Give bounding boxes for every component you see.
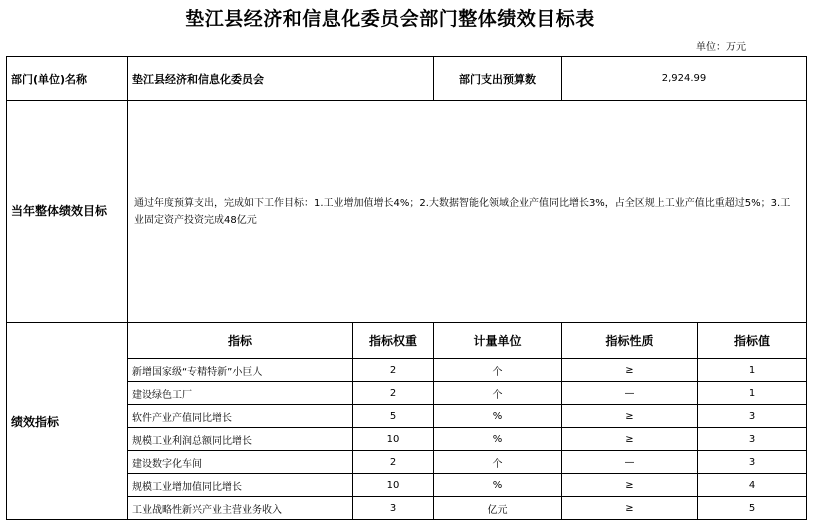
- row-nature: ≥: [562, 359, 698, 382]
- header-value: 指标值: [698, 323, 807, 359]
- row-value: 3: [698, 428, 807, 451]
- unit-label: 单位：万元: [696, 42, 746, 53]
- header-nature: 指标性质: [562, 323, 698, 359]
- page-title: 垫江县经济和信息化委员会部门整体绩效目标表: [185, 8, 595, 30]
- row-indicator: 新增国家级“专精特新”小巨人: [128, 359, 353, 382]
- row-value: 1: [698, 382, 807, 405]
- budget-value: 2,924.99: [562, 57, 807, 101]
- goal-text: 通过年度预算支出，完成如下工作目标：1.工业增加值增长4%；2.大数据智能化领域企业产值同比增长3%，占全区规上工业产值比重超过5%；3.工业固定资产投资完成48亿元: [128, 101, 807, 323]
- header-unit: 计量单位: [434, 323, 562, 359]
- row-value: 1: [698, 359, 807, 382]
- row-indicator: 软件产业产值同比增长: [128, 405, 353, 428]
- row-indicator: 建设绿色工厂: [128, 382, 353, 405]
- row-weight: 2: [353, 359, 434, 382]
- row-weight: 2: [353, 382, 434, 405]
- goal-row: [7, 101, 807, 323]
- row-nature: ≥: [562, 474, 698, 497]
- row-nature: ≥: [562, 497, 698, 520]
- perf-label: 绩效指标: [7, 323, 128, 520]
- row-weight: 2: [353, 451, 434, 474]
- row-value: 3: [698, 451, 807, 474]
- row-indicator: 规模工业利润总额同比增长: [128, 428, 353, 451]
- row-weight: 10: [353, 474, 434, 497]
- row-value: 4: [698, 474, 807, 497]
- row-unit: %: [434, 474, 562, 497]
- dept-row: [7, 57, 807, 101]
- row-unit: 个: [434, 359, 562, 382]
- row-weight: 10: [353, 428, 434, 451]
- dept-label: 部门(单位)名称: [7, 57, 128, 101]
- row-nature: —: [562, 382, 698, 405]
- row-value: 3: [698, 405, 807, 428]
- row-unit: %: [434, 428, 562, 451]
- row-indicator: 工业战略性新兴产业主营业务收入: [128, 497, 353, 520]
- header-weight: 指标权重: [353, 323, 434, 359]
- header-indicator: 指标: [128, 323, 353, 359]
- goal-label: 当年整体绩效目标: [7, 101, 128, 323]
- performance-form-table: [6, 56, 807, 520]
- row-weight: 3: [353, 497, 434, 520]
- dept-name: 垫江县经济和信息化委员会: [128, 57, 434, 101]
- budget-label: 部门支出预算数: [434, 57, 562, 101]
- row-unit: 亿元: [434, 497, 562, 520]
- row-nature: ≥: [562, 405, 698, 428]
- row-nature: —: [562, 451, 698, 474]
- row-unit: 个: [434, 382, 562, 405]
- row-value: 5: [698, 497, 807, 520]
- row-indicator: 建设数字化车间: [128, 451, 353, 474]
- indicator-header-row: [7, 323, 807, 359]
- row-unit: %: [434, 405, 562, 428]
- row-nature: ≥: [562, 428, 698, 451]
- row-weight: 5: [353, 405, 434, 428]
- row-indicator: 规模工业增加值同比增长: [128, 474, 353, 497]
- row-unit: 个: [434, 451, 562, 474]
